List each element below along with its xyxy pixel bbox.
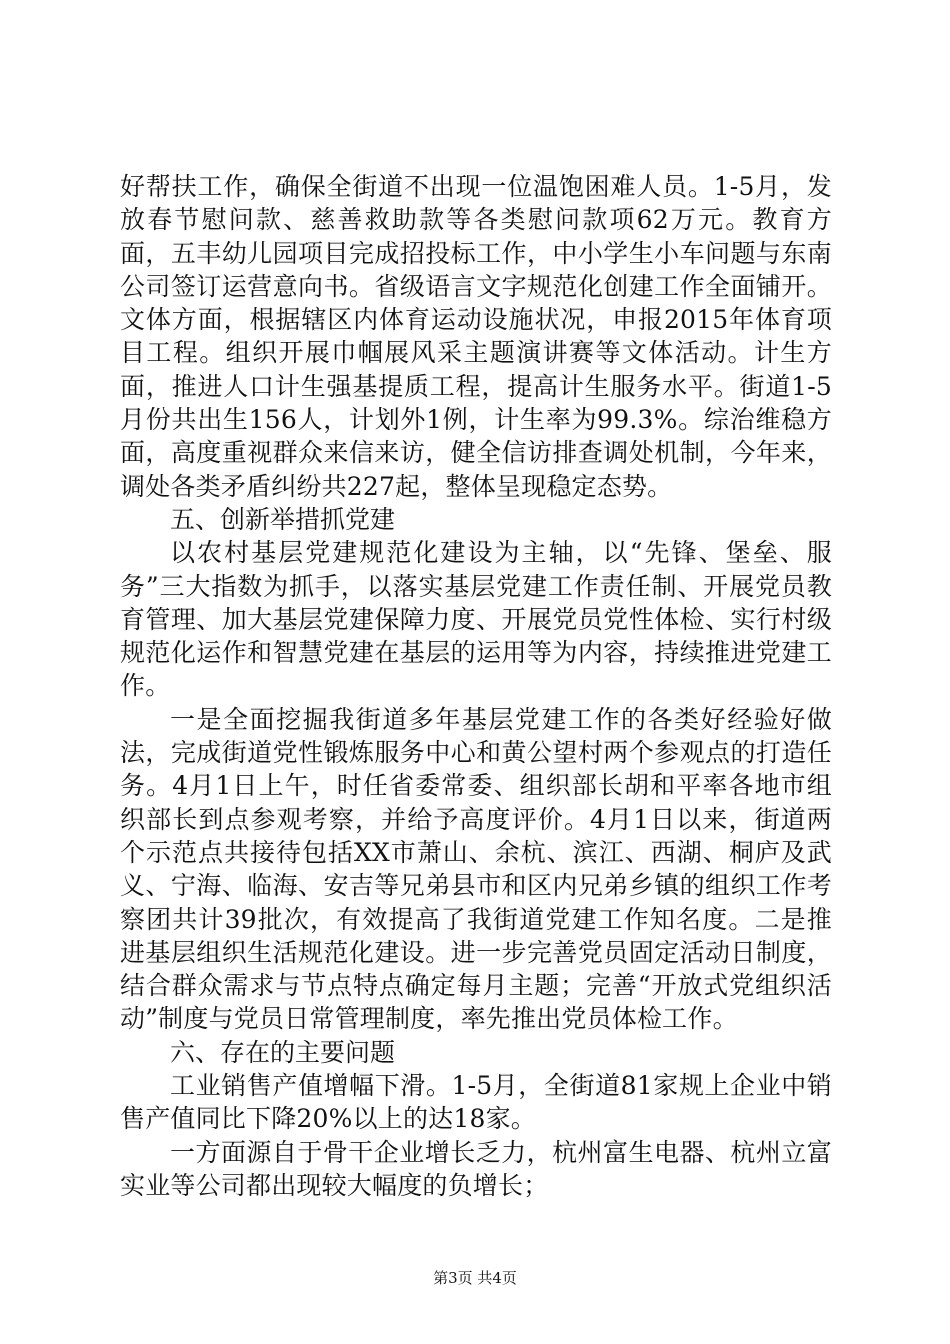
- section-heading-party-building: 五、创新举措抓党建: [170, 504, 396, 534]
- paragraph-key-enterprises: 一方面源自于骨干企业增长乏力，杭州富生电器、杭州立富实业等公司都出现较大幅度的负增长；: [120, 1137, 832, 1200]
- section-heading-main-problems: 六、存在的主要问题: [170, 1037, 396, 1067]
- document-body: [120, 170, 832, 1202]
- paragraph-welfare-education: 好帮扶工作，确保全街道不出现一位温饱困难人员。1-5月，发放春节慰问款、慈善救助款等各类慰问款项62万元。教育方面，五丰幼儿园项目完成招投标工作，中小学生小车问题与东南公司签订运营意向书。省级语言文字规范化创建工作全面铺开。文体方面，根据辖区内体育运动设施状况，申报2015年体育项目工程。组织开展巾帼展风采主题演讲赛等文体活动。计生方面，推进人口计生强基提质工程，提高计生服务水平。街道1-5月份共出生156人，计划外1例，计生率为99.3%。综治维稳方面，高度重视群众来信来访，健全信访排查调处机制，今年来，调处各类矛盾纠纷共227起，整体呈现稳定态势。: [120, 172, 832, 501]
- paragraph-party-building-overview: 以农村基层党建规范化建设为主轴，以“先锋、堡垒、服务”三大指数为抓手，以落实基层党建工作责任制、开展党员教育管理、加大基层党建保障力度、开展党员党性体检、实行村级规范化运作和智慧党建在基层的运用等为内容，持续推进党建工作。: [120, 538, 832, 701]
- paragraph-industrial-output: 工业销售产值增幅下滑。1-5月，全街道81家规上企业中销售产值同比下降20%以上的达18家。: [120, 1071, 832, 1134]
- paragraph-party-building-details: 一是全面挖掘我街道多年基层党建工作的各类好经验好做法，完成街道党性锻炼服务中心和黄公望村两个参观点的打造任务。4月1日上午，时任省委常委、组织部长胡和平率各地市组织部长到点参观考察，并给予高度评价。4月1日以来，街道两个示范点共接待包括XX市萧山、余杭、滨江、西湖、桐庐及武义、宁海、临海、安吉等兄弟县市和区内兄弟乡镇的组织工作考察团共计39批次，有效提高了我街道党建工作知名度。二是推进基层组织生活规范化建设。进一步完善党员固定活动日制度，结合群众需求与节点特点确定每月主题；完善“开放式党组织活动”制度与党员日常管理制度，率先推出党员体检工作。: [120, 704, 832, 1034]
- page-footer: 第3页 共4页: [433, 1269, 517, 1287]
